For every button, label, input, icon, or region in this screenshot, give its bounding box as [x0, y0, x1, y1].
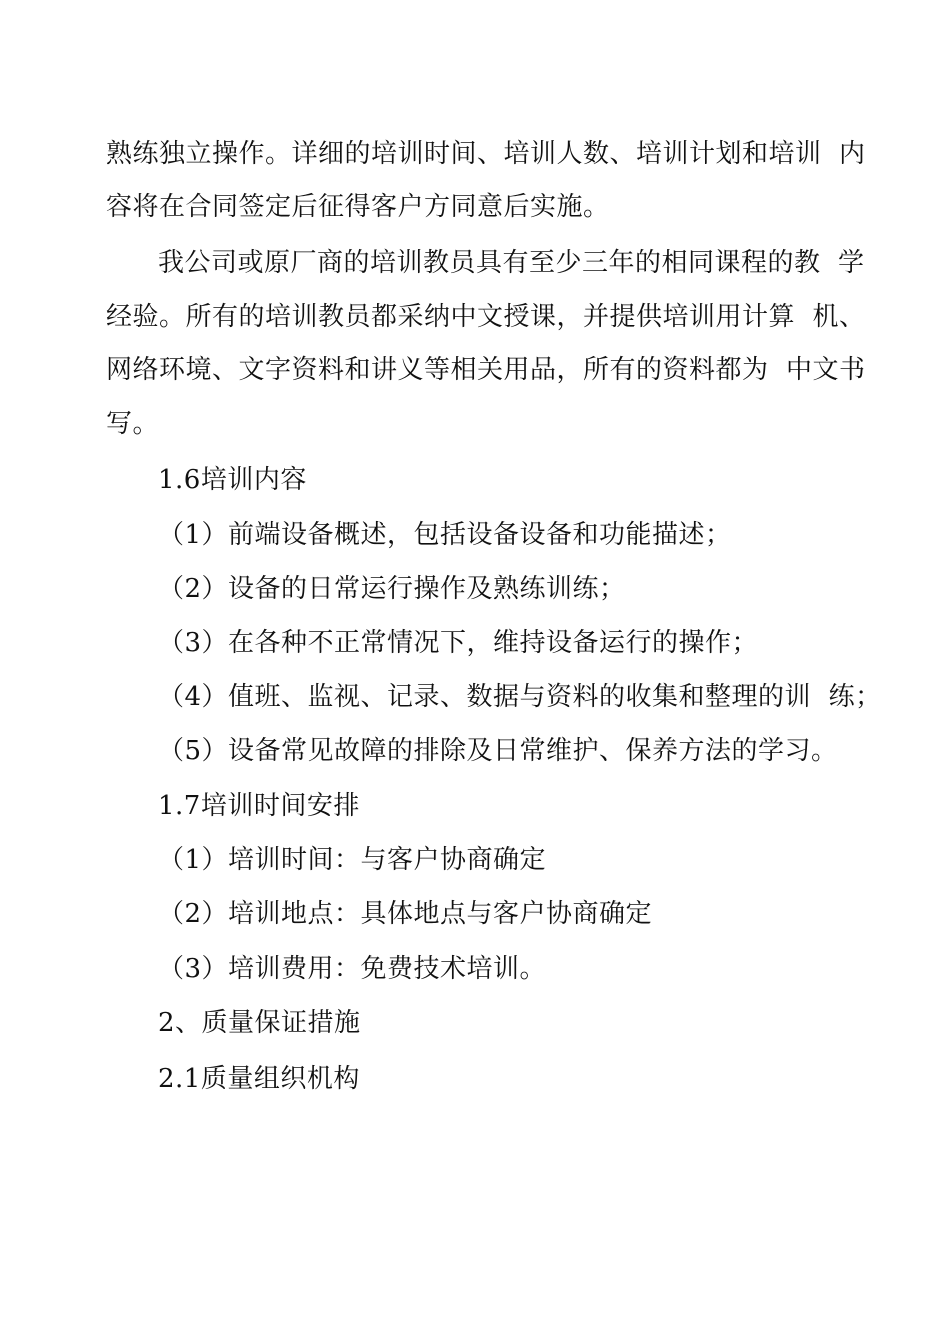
paragraph-line: 容将在合同签定后征得客户方同意后实施。 — [106, 192, 610, 222]
list-item: （4）值班、监视、记录、数据与资料的收集和整理的训 练； — [158, 682, 882, 712]
list-item: （3）培训费用：免费技术培训。 — [158, 954, 547, 984]
paragraph-line: 我公司或原厂商的培训教员具有至少三年的相同课程的教 学 — [158, 248, 865, 278]
paragraph-line: 经验。所有的培训教员都采纳中文授课，并提供培训用计算 机、 — [106, 302, 866, 332]
list-item: （3）在各种不正常情况下，维持设备运行的操作； — [158, 628, 759, 658]
list-item: （2）培训地点：具体地点与客户协商确定 — [158, 899, 653, 929]
paragraph-line: 写。 — [106, 409, 160, 439]
paragraph-line: 熟练独立操作。详细的培训时间、培训人数、培训计划和培训 内 — [106, 139, 866, 169]
list-item: （2）设备的日常运行操作及熟练训练； — [158, 574, 626, 604]
list-item: （1）前端设备概述，包括设备设备和功能描述； — [158, 520, 732, 550]
list-item: （5）设备常见故障的排除及日常维护、保养方法的学习。 — [158, 736, 838, 766]
paragraph-line: 网络环境、文字资料和讲义等相关用品，所有的资料都为 中文书 — [106, 355, 866, 385]
list-item: （1）培训时间：与客户协商确定 — [158, 845, 547, 875]
section-heading: 1.6培训内容 — [158, 465, 307, 495]
section-heading: 2、质量保证措施 — [158, 1008, 361, 1038]
section-heading: 1.7培训时间安排 — [158, 791, 360, 821]
section-heading: 2.1质量组织机构 — [158, 1064, 360, 1094]
